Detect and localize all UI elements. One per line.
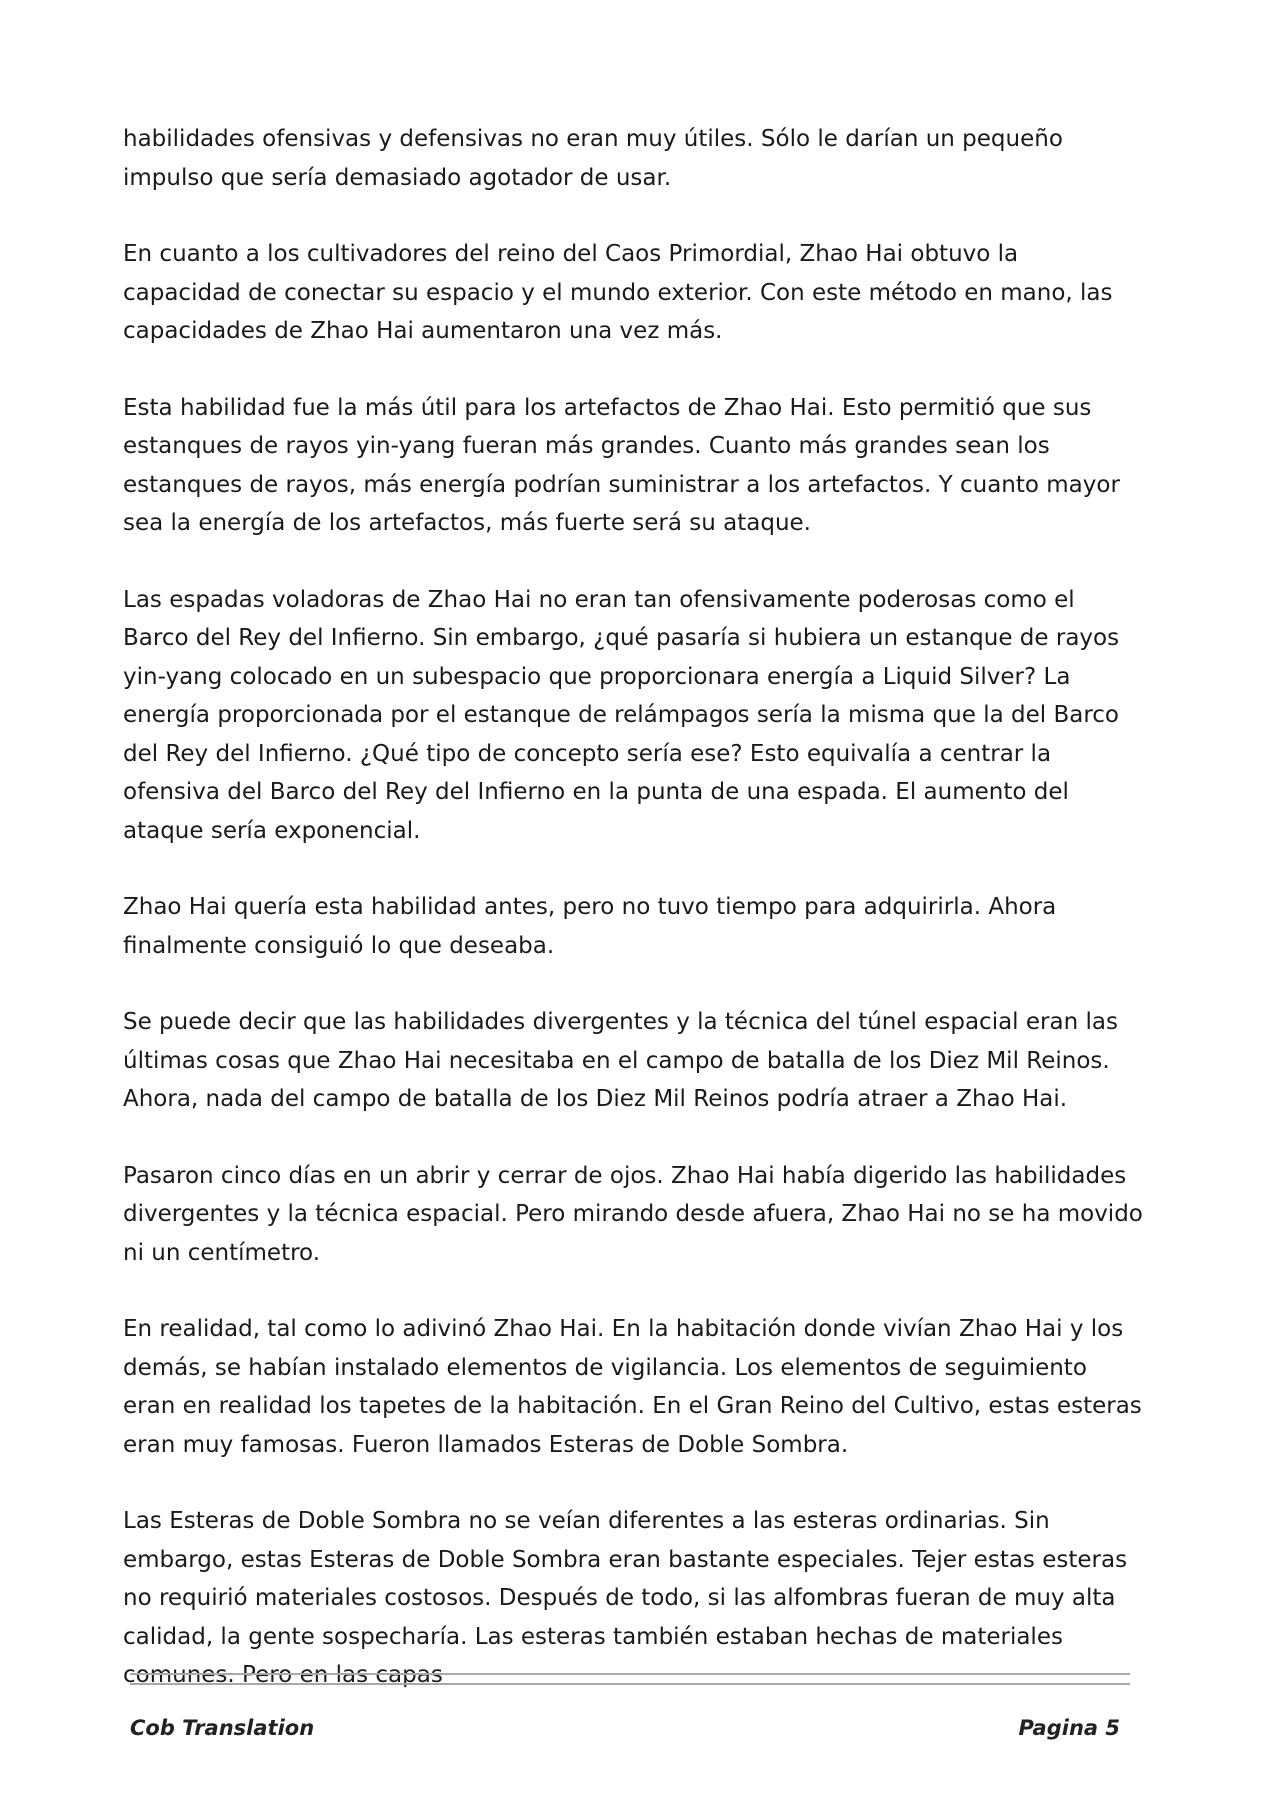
footer-translator: Cob Translation: [130, 1716, 315, 1740]
footer-divider-top: [130, 1673, 1130, 1675]
paragraph-5: Zhao Hai quería esta habilidad antes, pero no tuvo tiempo para adquirirla. Ahora finalmente consiguió lo que deseaba.: [123, 894, 1057, 959]
footer-divider-bottom: [130, 1683, 1130, 1685]
paragraph-4: Las espadas voladoras de Zhao Hai no eran tan ofensivamente poderosas como el Barco del Rey del Infierno. Sin embargo, ¿qué pasaría si hubiera un estanque de rayos yin-yang colocado en un subespacio que proporcionara energía a Liquid Silver? La energía proporcionada por el estanque de relámpagos sería la misma que la del Barco del Rey del Infierno. ¿Qué tipo de concepto sería ese? Esto equivalía a centrar la ofensiva del Barco del Rey del Infierno en la punta de una espada. El aumento del ataque sería exponencial.: [123, 586, 1120, 844]
paragraph-6: Se puede decir que las habilidades divergentes y la técnica del túnel espacial eran las últimas cosas que Zhao Hai necesitaba en el campo de batalla de los Diez Mil Reinos. Ahora, nada del campo de batalla de los Diez Mil Reinos podría atraer a Zhao Hai.: [123, 1009, 1118, 1112]
paragraph-9: Las Esteras de Doble Sombra no se veían diferentes a las esteras ordinarias. Sin embargo, estas Esteras de Doble Sombra eran bastante especiales. Tejer estas esteras no requirió materiales costosos. Después de todo, si las alfombras fueran de muy alta calidad, la gente sospecharía. Las esteras también estaban hechas de materiales comunes. Pero en las capas: [123, 1508, 1128, 1688]
paragraph-8: En realidad, tal como lo adivinó Zhao Hai. En la habitación donde vivían Zhao Hai y los demás, se habían instalado elementos de vigilancia. Los elementos de seguimiento eran en realidad los tapetes de la habitación. En el Gran Reino del Cultivo, estas esteras eran muy famosas. Fueron llamados Esteras de Doble Sombra.: [123, 1316, 1142, 1458]
footer-page-number: Pagina 5: [1018, 1716, 1120, 1740]
paragraph-3: Esta habilidad fue la más útil para los artefactos de Zhao Hai. Esto permitió que sus estanques de rayos yin-yang fueran más grandes. Cuanto más grandes sean los estanques de rayos, más energía podrían suministrar a los artefactos. Y cuanto mayor sea la energía de los artefactos, más fuerte será su ataque.: [123, 394, 1120, 536]
paragraph-2: En cuanto a los cultivadores del reino del Caos Primordial, Zhao Hai obtuvo la capacidad de conectar su espacio y el mundo exterior. Con este método en mano, las capacidades de Zhao Hai aumentaron una vez más.: [123, 241, 1113, 344]
paragraph-1: habilidades ofensivas y defensivas no eran muy útiles. Sólo le darían un pequeño impulso que sería demasiado agotador de usar.: [123, 126, 1063, 191]
paragraph-7: Pasaron cinco días en un abrir y cerrar de ojos. Zhao Hai había digerido las habilidades divergentes y la técnica espacial. Pero mirando desde afuera, Zhao Hai no se ha movido ni un centímetro.: [123, 1162, 1143, 1266]
body-text: [123, 120, 1143, 1733]
